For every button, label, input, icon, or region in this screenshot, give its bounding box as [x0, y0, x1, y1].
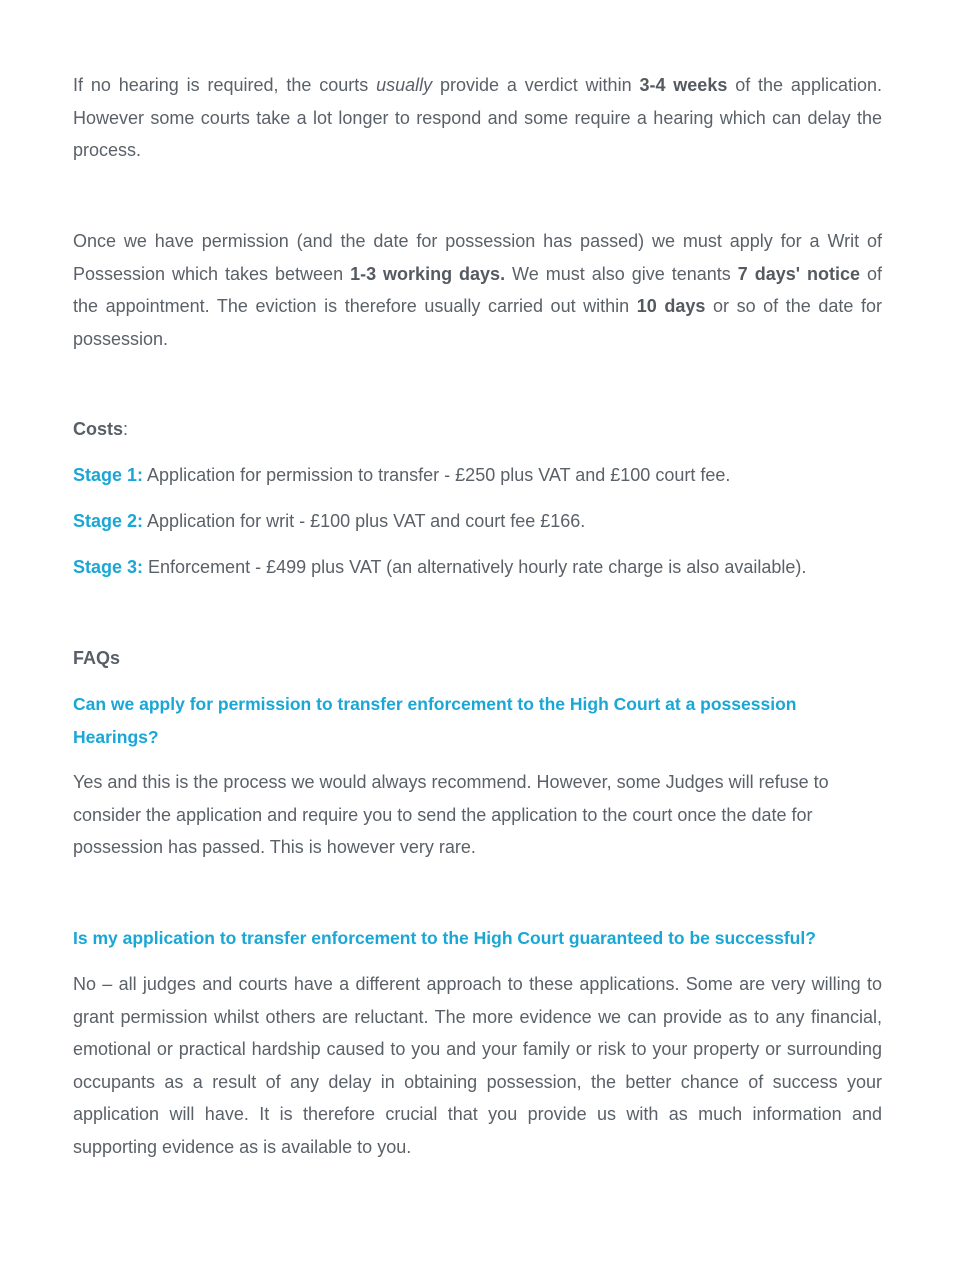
costs-heading — [73, 413, 882, 446]
costs-heading-label: Costs — [73, 419, 124, 439]
text-segment: Once we have permission (and the date for possession has passed) we must apply for a Writ of Possession which takes between — [73, 231, 882, 284]
text-segment: of the appointment. The eviction is therefore usually carried out within — [73, 263, 883, 316]
text-segment: If no hearing is required, the courts — [73, 75, 377, 95]
cost-stage-3 — [73, 551, 882, 584]
bold-text: 3-4 weeks — [639, 75, 728, 95]
text-segment: or so of the date for possession. — [73, 296, 882, 349]
costs-heading-colon: : — [123, 419, 129, 439]
faqs-heading: FAQs — [73, 648, 121, 668]
paragraph-writ-of-possession — [73, 225, 882, 355]
text-segment: We must also give tenants — [505, 263, 738, 284]
cost-stage-2 — [73, 505, 882, 538]
emphasis-text: usually — [376, 75, 433, 95]
bold-text: 1-3 working days. — [350, 263, 506, 284]
stage-label: Stage 3: — [73, 557, 144, 577]
text-segment: of the application. However some courts take a lot longer to respond and some require a hearing which can delay the process. — [73, 75, 882, 160]
stage-label: Stage 1: — [73, 465, 144, 485]
bold-text: 10 days — [636, 296, 706, 316]
faq-question-1: Can we apply for permission to transfer enforcement to the High Court at a possession Hearings? — [73, 694, 797, 747]
faq-answer-2: No – all judges and courts have a different approach to these applications. Some are very willing to grant permission whilst others are reluctant. The more evidence we can provide as to any financial, emotional or practical hardship caused to you and your family or risk to your property or surrounding occupants as a result of any delay in obtaining possession, the better chance of success your application will have. It is therefore crucial that you provide us with as much information and supporting evidence as is available to you. — [73, 974, 882, 1157]
stage-text: Application for permission to transfer - £250 plus VAT and £100 court fee. — [143, 465, 731, 485]
cost-stage-1 — [73, 459, 882, 492]
faq-answer-1: Yes and this is the process we would always recommend. However, some Judges will refuse to consider the application and require you to send the application to the court once the date for possession has passed. This is however very rare. — [73, 772, 829, 857]
stage-text: Application for writ - £100 plus VAT and court fee £166. — [143, 511, 586, 531]
paragraph-verdict-timing — [73, 69, 882, 167]
stage-label: Stage 2: — [73, 511, 144, 531]
bold-text: 7 days' notice — [737, 263, 861, 284]
faq-question-2: Is my application to transfer enforcement to the High Court guaranteed to be successful? — [73, 928, 816, 948]
text-segment: provide a verdict within — [432, 75, 640, 95]
stage-text: Enforcement - £499 plus VAT (an alternatively hourly rate charge is also available). — [143, 557, 807, 577]
